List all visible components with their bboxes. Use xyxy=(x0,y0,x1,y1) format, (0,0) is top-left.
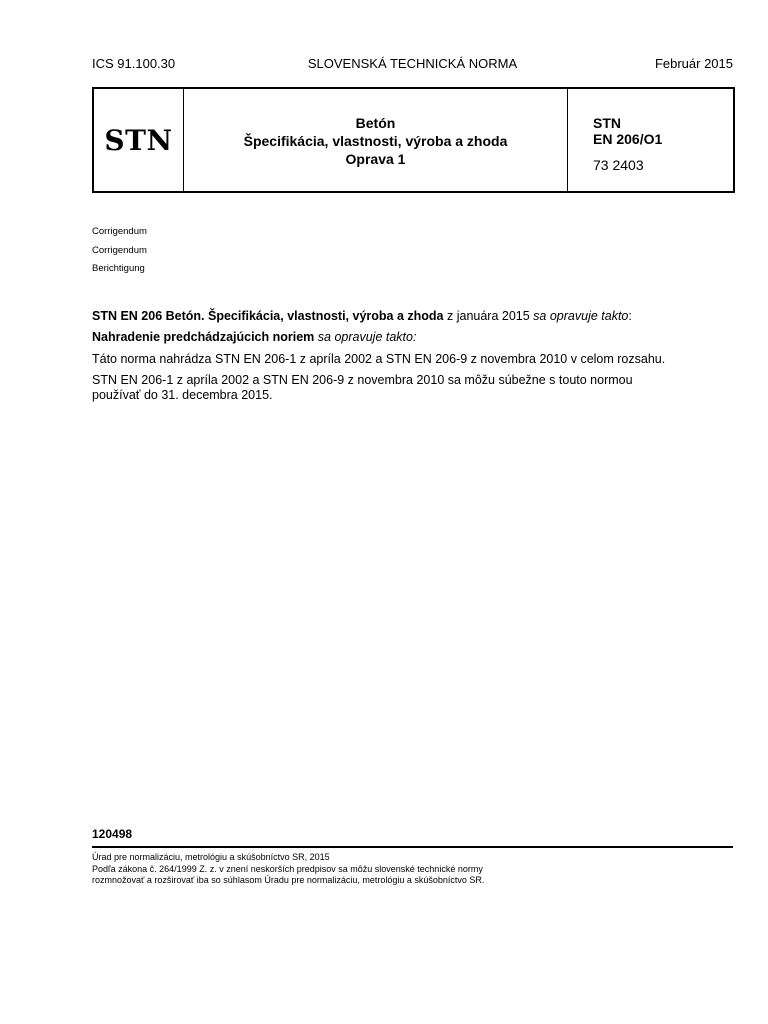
paragraph-replacement: Táto norma nahrádza STN EN 206-1 z apríla 2002 a STN EN 206-9 z novembra 2010 v celom rozsahu. xyxy=(92,352,666,366)
footer-line-1: Úrad pre normalizáciu, metrológiu a skúšobníctvo SR, 2015 xyxy=(92,852,330,862)
transition-line-2: používať do 31. decembra 2015. xyxy=(92,388,273,402)
stn-logo: STN xyxy=(104,123,173,157)
title-block xyxy=(92,87,735,193)
section-correction-phrase: sa opravuje takto: xyxy=(314,330,417,344)
paragraph-transition xyxy=(92,373,732,403)
standard-prefix: STN xyxy=(593,115,621,131)
norma-label: SLOVENSKÁ TECHNICKÁ NORMA xyxy=(307,56,518,71)
standard-date-text: z januára 2015 xyxy=(443,309,534,323)
publication-date: Február 2015 xyxy=(654,56,733,71)
standard-number-cell xyxy=(568,89,733,191)
document-title xyxy=(184,89,568,191)
corrigendum-label-2: Corrigendum xyxy=(92,245,147,256)
title-line-2: Špecifikácia, vlastnosti, výroba a zhoda xyxy=(243,133,508,149)
standard-reference: STN EN 206 Betón. Špecifikácia, vlastnosti, výroba a zhoda xyxy=(92,309,444,323)
footer-divider xyxy=(92,846,733,848)
classification-number: 73 2403 xyxy=(593,157,644,173)
section-name: Nahradenie predchádzajúcich noriem xyxy=(92,330,315,344)
title-line-3: Oprava 1 xyxy=(345,151,406,167)
paragraph-amendment-intro xyxy=(92,309,732,324)
ics-code: ICS 91.100.30 xyxy=(92,56,176,71)
corrigendum-label-3: Berichtigung xyxy=(92,263,145,274)
document-code: 120498 xyxy=(92,827,133,841)
standard-number: EN 206/O1 xyxy=(593,131,663,147)
title-line-1: Betón xyxy=(355,115,396,131)
footer-notice xyxy=(92,852,732,887)
logo-cell xyxy=(94,89,184,191)
correction-phrase: sa opravuje takto xyxy=(533,309,629,323)
colon: : xyxy=(628,309,632,323)
corrigendum-label-1: Corrigendum xyxy=(92,226,147,237)
footer-line-2: Podľa zákona č. 264/1999 Z. z. v znení neskorších predpisov sa môžu slovenské technické normy xyxy=(92,863,483,874)
transition-line-1: STN EN 206-1 z apríla 2002 a STN EN 206-9 z novembra 2010 sa môžu súbežne s touto normou xyxy=(92,373,633,387)
paragraph-section-heading xyxy=(92,330,732,345)
page-header xyxy=(92,56,733,72)
footer-line-3: rozmnožovať a rozširovať iba so súhlasom Úradu pre normalizáciu, metrológiu a skúšobníctvo SR. xyxy=(92,875,485,885)
